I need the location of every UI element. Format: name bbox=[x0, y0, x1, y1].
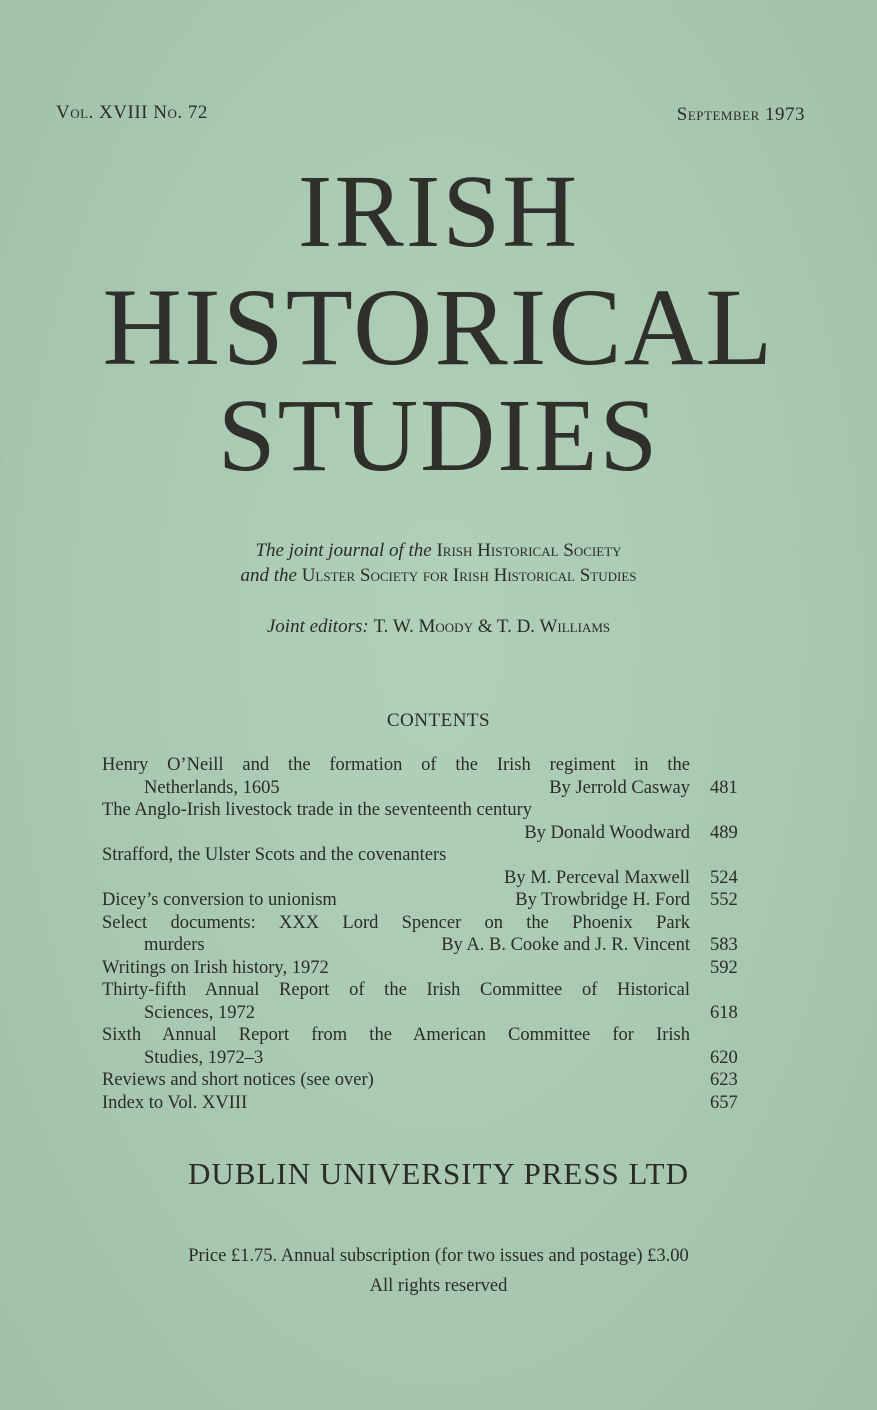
entry-title-cont: Studies, 1972–3 bbox=[144, 1047, 264, 1068]
entry-author: By A. B. Cooke and J. R. Vincent bbox=[441, 935, 690, 955]
editors-line bbox=[0, 614, 877, 639]
entry-title-cont: murders bbox=[144, 935, 205, 955]
editors-names: T. W. Moody & T. D. Williams bbox=[373, 616, 611, 637]
contents-entry bbox=[102, 912, 752, 957]
entry-page: 552 bbox=[710, 890, 738, 910]
rights-line: All rights reserved bbox=[369, 1276, 508, 1296]
entry-title: Dicey’s conversion to unionism bbox=[102, 890, 337, 910]
subtitle-line-2-italic: and the bbox=[240, 565, 297, 586]
entry-page: 592 bbox=[710, 957, 738, 978]
entry-page: 620 bbox=[710, 1047, 738, 1068]
contents-entry bbox=[102, 889, 752, 912]
entry-title: Reviews and short notices (see over) bbox=[102, 1070, 374, 1090]
entry-page: 583 bbox=[710, 935, 738, 955]
entry-title: Henry O’Neill and the formation of the Irish regiment in the bbox=[102, 755, 690, 775]
entry-author: By Donald Woodward bbox=[524, 822, 690, 843]
entry-title: Select documents: XXX Lord Spencer on the Phoenix Park bbox=[102, 912, 690, 933]
entry-page: 524 bbox=[710, 867, 738, 888]
title-line-1: IRISH bbox=[297, 154, 580, 269]
subtitle-line-2-society: Ulster Society for Irish Historical Studies bbox=[301, 565, 637, 586]
contents-heading: CONTENTS bbox=[386, 710, 491, 731]
entry-title: Index to Vol. XVIII bbox=[102, 1092, 248, 1113]
subtitle-line-1-italic: The joint journal of the bbox=[255, 540, 432, 561]
publisher: DUBLIN UNIVERSITY PRESS LTD bbox=[188, 1156, 689, 1191]
entry-author: By Jerrold Casway bbox=[549, 777, 690, 798]
entry-title-cont: Sciences, 1972 bbox=[144, 1002, 255, 1023]
price-line: Price £1.75. Annual subscription (for two issues and postage) £3.00 bbox=[188, 1246, 689, 1266]
entry-title-cont: Netherlands, 1605 bbox=[144, 777, 280, 798]
subtitle-line-1-society: Irish Historical Society bbox=[436, 540, 622, 561]
title-line-2: HISTORICAL bbox=[102, 266, 775, 388]
subtitle-line-1 bbox=[0, 538, 877, 563]
entry-page: 489 bbox=[710, 822, 738, 843]
entry-page: 657 bbox=[710, 1092, 738, 1113]
entry-page: 623 bbox=[710, 1070, 738, 1090]
volume-number: Vol. XVIII No. 72 bbox=[56, 102, 208, 123]
entry-title: Sixth Annual Report from the American Committee for Irish bbox=[102, 1025, 690, 1045]
title-line-3: STUDIES bbox=[217, 378, 660, 493]
contents-entry bbox=[102, 979, 752, 1024]
entry-title: The Anglo-Irish livestock trade in the seventeenth century bbox=[102, 800, 532, 820]
subtitle-line-2 bbox=[0, 563, 877, 588]
entry-page: 481 bbox=[710, 777, 738, 798]
contents-entry bbox=[102, 957, 752, 980]
contents-entry bbox=[102, 844, 752, 889]
entry-title: Strafford, the Ulster Scots and the covenanters bbox=[102, 845, 447, 865]
entry-title: Thirty-fifth Annual Report of the Irish Committee of Historical bbox=[102, 980, 690, 1000]
contents-entry bbox=[102, 1024, 752, 1069]
contents-entry bbox=[102, 1069, 752, 1092]
contents-entry bbox=[102, 754, 752, 799]
contents-entry bbox=[102, 1092, 752, 1115]
entry-page: 618 bbox=[710, 1002, 738, 1023]
contents-entry bbox=[102, 799, 752, 844]
entry-author: By Trowbridge H. Ford bbox=[515, 890, 690, 910]
table-of-contents bbox=[102, 754, 752, 1114]
entry-author: By M. Perceval Maxwell bbox=[504, 867, 690, 888]
editors-label: Joint editors: bbox=[266, 616, 369, 637]
issue-date: September 1973 bbox=[676, 104, 805, 125]
entry-title: Writings on Irish history, 1972 bbox=[102, 957, 329, 978]
